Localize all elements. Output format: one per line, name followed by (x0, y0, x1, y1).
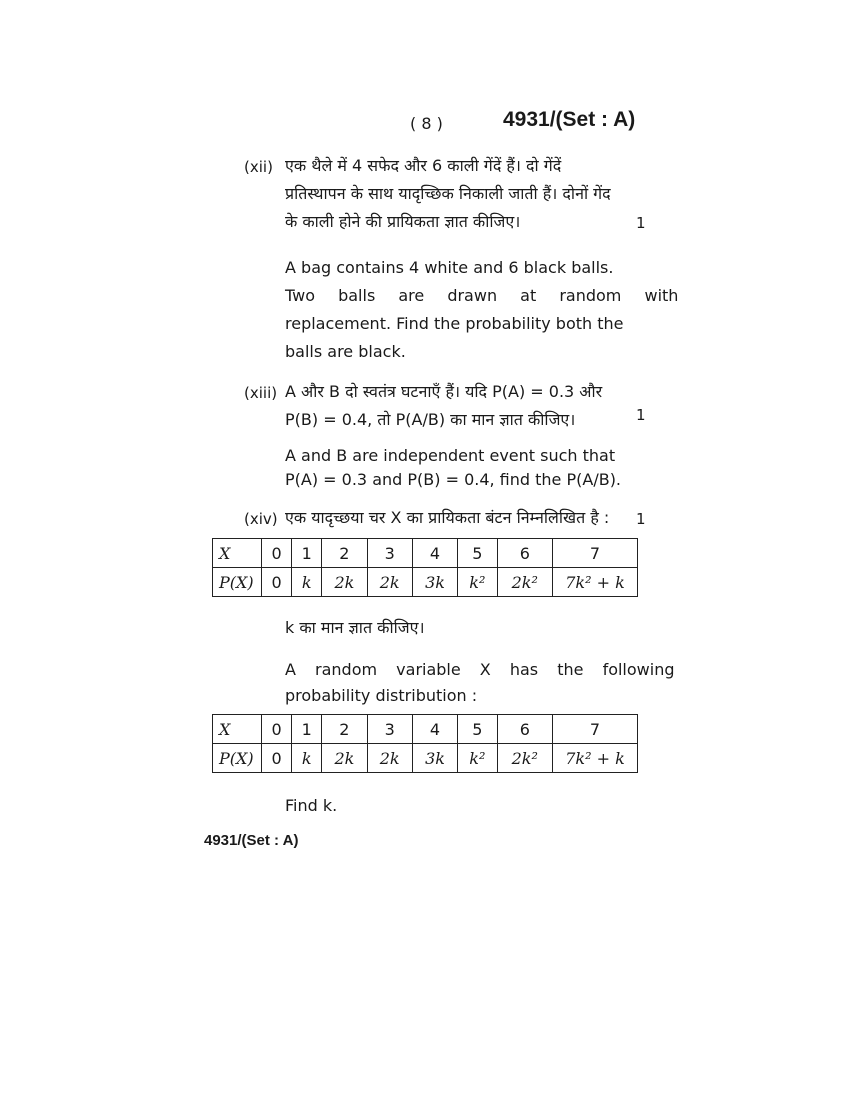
table-row (213, 568, 638, 597)
q14-hindi-find-line: k का मान ज्ञात कीजिए। (285, 618, 425, 637)
q12-hindi-line-3: के काली होने की प्रायिकता ज्ञात कीजिए। (285, 212, 521, 231)
q12-english-line-1: A bag contains 4 white and 6 black balls. (285, 258, 614, 277)
table-cell: 2k (322, 744, 367, 773)
set-code-footer: 4931/(Set : A) (204, 832, 299, 849)
table-row (213, 539, 638, 568)
q12-english-line-3: replacement. Find the probability both the (285, 314, 624, 333)
table-cell: k² (458, 744, 497, 773)
table-cell: 3 (367, 539, 412, 568)
table-cell: k (292, 744, 322, 773)
q12-english-line-4: balls are black. (285, 342, 406, 361)
page-number: ( 8 ) (410, 114, 443, 133)
table-cell: 2k (367, 744, 412, 773)
question-xiii-hindi (285, 378, 645, 434)
table-cell: 3 (367, 715, 412, 744)
table-cell: 1 (292, 539, 322, 568)
table-cell: 0 (262, 539, 292, 568)
question-number-xii: (xii) (244, 158, 273, 176)
question-xii-english (285, 254, 679, 366)
table-cell: 6 (497, 715, 552, 744)
table-cell: 7 (553, 539, 638, 568)
q14-marks: 1 (636, 510, 646, 528)
q12-hindi-line-1: एक थैले में 4 सफेद और 6 काली गेंदें हैं। दो गेंदें (285, 156, 562, 175)
table-cell: 7 (553, 715, 638, 744)
table-cell: P(X) (213, 568, 262, 597)
probability-table-english (212, 714, 638, 773)
table-cell: 1 (292, 715, 322, 744)
table-cell: 0 (262, 744, 292, 773)
question-xiii-english (285, 442, 645, 494)
table-cell: 4 (412, 539, 457, 568)
question-number-xiv: (xiv) (244, 510, 278, 528)
table-cell: 0 (262, 715, 292, 744)
table-cell: k² (458, 568, 497, 597)
set-code-header: 4931/(Set : A) (503, 108, 636, 131)
table-cell: k (292, 568, 322, 597)
table-cell: 2k² (497, 744, 552, 773)
table-cell: X (213, 715, 262, 744)
q14-english-line-1: A random variable X has the following (285, 660, 675, 679)
table-cell: 3k (412, 568, 457, 597)
table-cell: 6 (497, 539, 552, 568)
table-cell: 4 (412, 715, 457, 744)
question-xiv-hindi-intro (285, 504, 625, 532)
q12-hindi-line-2: प्रतिस्थापन के साथ यादृच्छिक निकाली जाती हैं। दोनों गेंद (285, 184, 611, 203)
q13-english-line-2: P(A) = 0.3 and P(B) = 0.4, find the P(A/B). (285, 470, 622, 489)
table-cell: X (213, 539, 262, 568)
question-number-xiii: (xiii) (244, 384, 278, 402)
q12-english-line-2: Two balls are drawn at random with (285, 286, 679, 305)
question-xiv-english (285, 656, 675, 710)
table-cell: 5 (458, 539, 497, 568)
q14-english-line-2: probability distribution : (285, 686, 478, 705)
q14-english-find-line: Find k. (285, 796, 338, 815)
q13-marks: 1 (636, 406, 646, 424)
q14-hindi-find (285, 614, 645, 642)
table-cell: 2k (322, 568, 367, 597)
q14-hindi-intro-line: एक यादृच्छया चर X का प्रायिकता बंटन निम्नलिखित है : (285, 508, 610, 527)
table-cell: 0 (262, 568, 292, 597)
table-cell: 2 (322, 715, 367, 744)
table-cell: 7k² + k (553, 568, 638, 597)
q12-marks: 1 (636, 214, 646, 232)
table-cell: 2 (322, 539, 367, 568)
question-xii-hindi (285, 152, 645, 236)
table-row (213, 744, 638, 773)
table-cell: 5 (458, 715, 497, 744)
probability-table-hindi (212, 538, 638, 597)
table-row (213, 715, 638, 744)
table-cell: 3k (412, 744, 457, 773)
table-cell: 2k (367, 568, 412, 597)
table-cell: 2k² (497, 568, 552, 597)
q13-hindi-line-1: A और B दो स्वतंत्र घटनाएँ हैं। यदि P(A) = 0.3 और (285, 382, 603, 401)
q14-english-find (285, 792, 645, 820)
table-cell: P(X) (213, 744, 262, 773)
q13-hindi-line-2: P(B) = 0.4, तो P(A/B) का मान ज्ञात कीजिए। (285, 410, 576, 429)
table-cell: 7k² + k (553, 744, 638, 773)
q13-english-line-1: A and B are independent event such that (285, 446, 616, 465)
